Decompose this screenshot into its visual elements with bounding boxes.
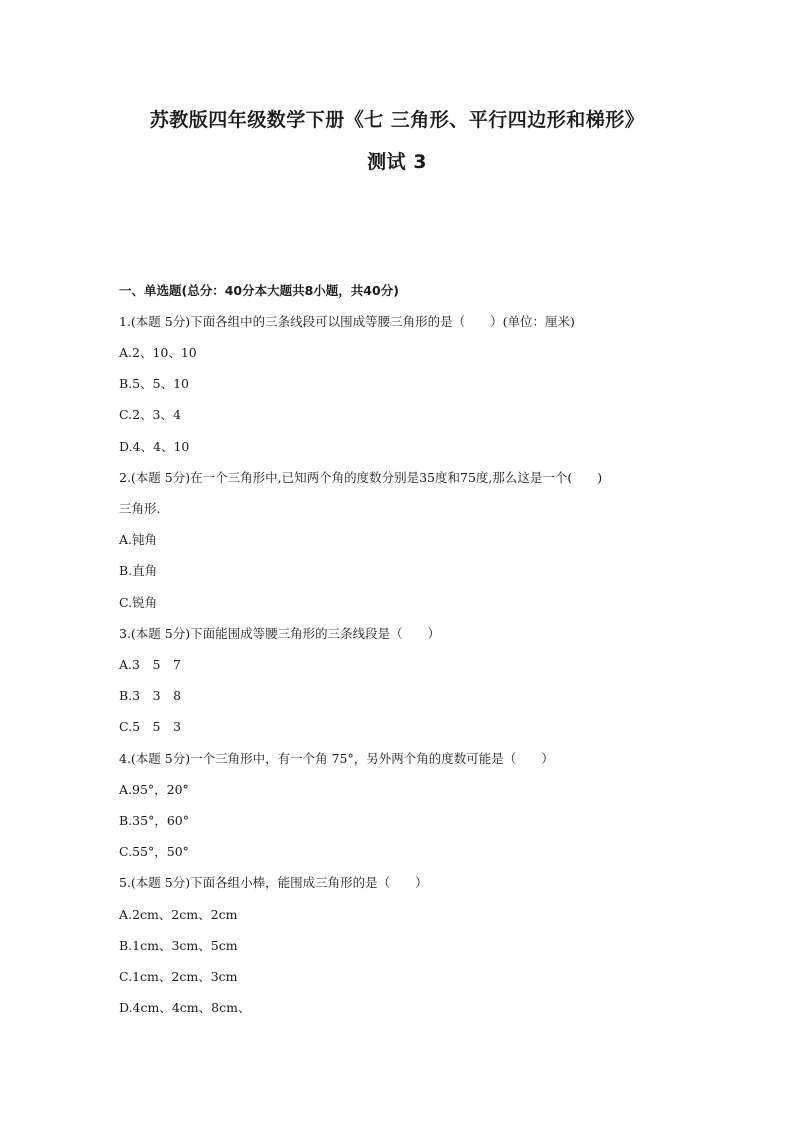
question-2-stem: 2.(本题 5分)在一个三角形中,已知两个角的度数分别是35度和75度,那么这是一个( ) — [119, 470, 603, 485]
question-4-option-c: C.55°，50° — [119, 844, 189, 859]
question-4-option-a: A.95°，20° — [119, 782, 189, 797]
question-1-option-d: D.4、4、10 — [119, 439, 190, 454]
question-2-option-c: C.锐角 — [119, 595, 158, 610]
question-3-option-a: A.3 5 7 — [119, 657, 181, 672]
title-line-1: 苏教版四年级数学下册《七 三角形、平行四边形和梯形》 — [149, 109, 645, 131]
question-1-stem: 1.(本题 5分)下面各组中的三条线段可以围成等腰三角形的是（ ）(单位：厘米) — [119, 314, 575, 329]
question-1-option-c: C.2、3、4 — [119, 407, 181, 422]
section-heading: 一、单选题(总分：40分本大题共8小题，共40分) — [119, 283, 399, 298]
question-4-option-b: B.35°，60° — [119, 813, 189, 828]
question-5-option-d: D.4cm、4cm、8cm、 — [119, 1000, 251, 1015]
question-3-option-c: C.5 5 3 — [119, 719, 181, 734]
question-2-stem-continued: 三角形. — [119, 501, 161, 516]
title-line-2: 测试 3 — [367, 151, 427, 173]
question-3-stem: 3.(本题 5分)下面能围成等腰三角形的三条线段是（ ） — [119, 626, 441, 641]
question-3-option-b: B.3 3 8 — [119, 688, 182, 703]
question-5-option-c: C.1cm、2cm、3cm — [119, 969, 238, 984]
question-4-stem: 4.(本题 5分)一个三角形中，有一个角 75°，另外两个角的度数可能是（ ） — [119, 751, 554, 766]
question-5-stem: 5.(本题 5分)下面各组小棒，能围成三角形的是（ ） — [119, 875, 428, 890]
question-5-option-b: B.1cm、3cm、5cm — [119, 938, 238, 953]
question-1-option-b: B.5、5、10 — [119, 376, 189, 391]
question-1-option-a: A.2、10、10 — [119, 345, 197, 360]
question-2-option-b: B.直角 — [119, 563, 158, 578]
question-2-option-a: A.钝角 — [119, 532, 158, 547]
question-5-option-a: A.2cm、2cm、2cm — [119, 907, 238, 922]
